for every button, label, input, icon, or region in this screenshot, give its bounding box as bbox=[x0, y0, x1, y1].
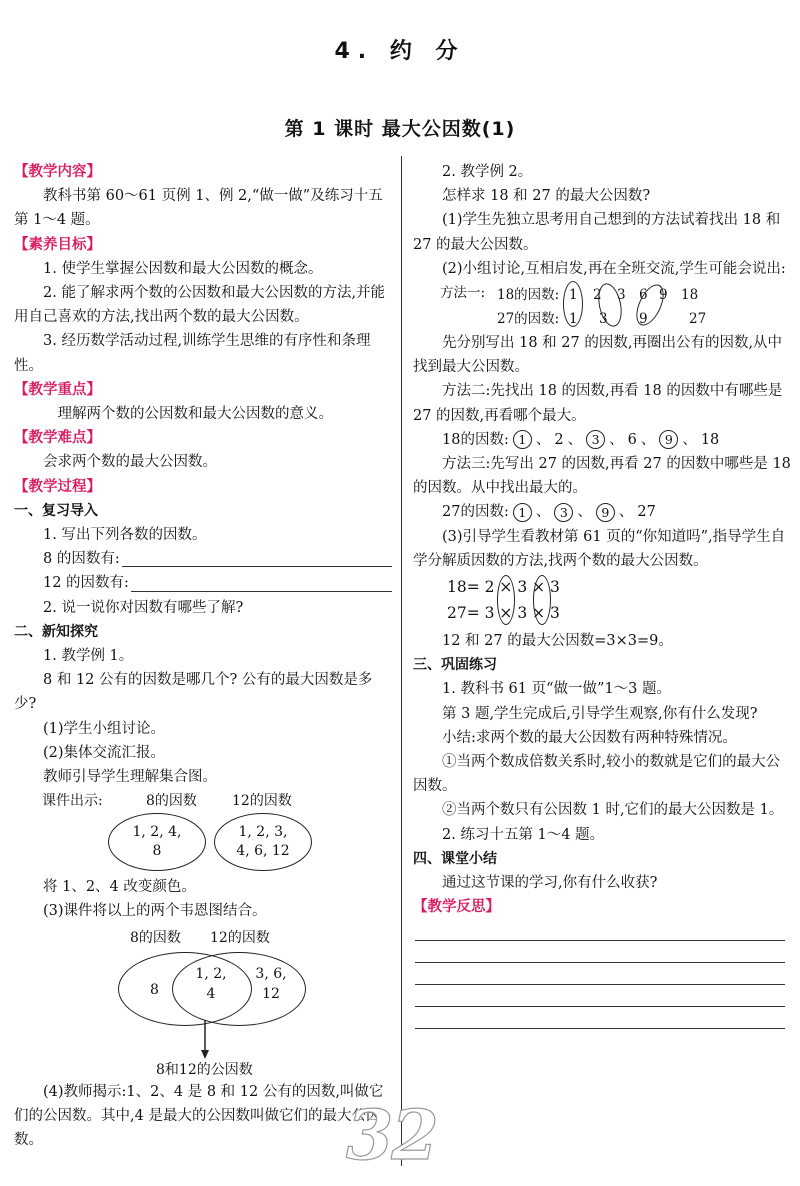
pairing-oval bbox=[533, 575, 551, 625]
prime-factorization bbox=[413, 573, 791, 629]
lesson-title: 第 1 课时 最大公因数(1) bbox=[284, 118, 516, 140]
m1-27-value: 9 bbox=[639, 311, 648, 328]
combined-left-value: 8 bbox=[150, 981, 159, 998]
combined-right-values bbox=[246, 964, 296, 1004]
example-title: 2. 教学例 2。 bbox=[442, 164, 533, 180]
review-question: 1. 写出下列各数的因数。 bbox=[43, 527, 207, 544]
factor: 27 bbox=[637, 504, 656, 521]
right-column bbox=[413, 160, 791, 1029]
venn-b-oval bbox=[214, 813, 312, 871]
reflection-line bbox=[415, 941, 785, 963]
fill-label: 8 的因数有: bbox=[43, 551, 120, 568]
goals-tag: 【素养目标】 bbox=[14, 236, 101, 253]
fill-line-8 bbox=[14, 547, 392, 571]
fill-label: 12 的因数有: bbox=[43, 575, 129, 592]
step-text: (1)学生小组讨论。 bbox=[43, 720, 166, 737]
goal-item: 1. 使学生掌握公因数和最大公因数的概念。 bbox=[43, 260, 323, 277]
reflection-line bbox=[415, 919, 785, 941]
combined-title-b: 12的因数 bbox=[210, 929, 270, 946]
reflection-tag: 【教学反思】 bbox=[413, 899, 500, 916]
chapter-title: 4. 约 分 bbox=[334, 39, 466, 64]
section-heading: 三、巩固练习 bbox=[413, 657, 497, 674]
pairing-oval bbox=[497, 575, 515, 625]
content-tag: 【教学内容】 bbox=[14, 164, 101, 180]
venn-a-line2: 8 bbox=[152, 843, 162, 860]
practice-desc: 第 3 题,学生完成后,引导学生观察,你有什么发现? bbox=[442, 705, 758, 722]
circled-factor: 1 bbox=[513, 503, 532, 522]
factor: 18 bbox=[700, 431, 720, 448]
m1-27-value: 3 bbox=[599, 311, 608, 328]
m1-18-value: 3 bbox=[617, 287, 626, 304]
step-text: (2)小组讨论,互相启发,再在全班交流,学生可能会说出: bbox=[442, 260, 786, 277]
step-text: 将 1、2、4 改变颜色。 bbox=[43, 879, 196, 896]
pf-line-27: 27= 3 × 3 × 3 bbox=[447, 604, 560, 623]
m3-label: 27的因数: bbox=[442, 504, 509, 521]
summary-question: 通过这节课的学习,你有什么收获? bbox=[442, 875, 658, 892]
factor: 6 bbox=[627, 431, 637, 448]
special-case: ②当两个数只有公因数 1 时,它们的最大公因数是 1。 bbox=[442, 802, 784, 819]
pf-line-18: 18= 2 × 3 × 3 bbox=[447, 578, 560, 597]
m1-27-value: 1 bbox=[569, 311, 578, 328]
m2-label: 18的因数: bbox=[442, 431, 509, 448]
step-text: (3)课件将以上的两个韦恩图结合。 bbox=[43, 903, 267, 920]
combined-mid-line1: 1, 2, bbox=[195, 965, 227, 982]
section-heading: 四、课堂小结 bbox=[413, 850, 497, 867]
circled-factor: 3 bbox=[586, 430, 605, 449]
combined-right-line2: 12 bbox=[262, 985, 280, 1002]
circled-factor: 9 bbox=[659, 430, 678, 449]
combined-middle-values bbox=[178, 964, 244, 1004]
m1-18-value: 2 bbox=[593, 287, 602, 304]
method-one-label: 方法一: bbox=[440, 285, 486, 302]
special-case: ①当两个数成倍数关系时,较小的数就是它们的最大公因数。 bbox=[413, 754, 781, 795]
example-question: 怎样求 18 和 27 的最大公因数? bbox=[442, 188, 651, 205]
reflection-line bbox=[415, 1007, 785, 1029]
combined-mid-line2: 4 bbox=[206, 985, 216, 1002]
venn-a-oval bbox=[108, 813, 206, 871]
venn-a-line1: 1, 2, 4, bbox=[132, 824, 182, 841]
summary-text: 小结:求两个数的最大公因数有两种特殊情况。 bbox=[442, 729, 737, 746]
m1-18-value: 18 bbox=[681, 287, 699, 304]
combined-title-a: 8的因数 bbox=[130, 929, 181, 946]
goal-item: 2. 能了解求两个数的公因数和最大公因数的方法,并能用自己喜欢的方法,找出两个数的最大公因数。 bbox=[14, 285, 386, 326]
combined-right-line1: 3, 6, bbox=[255, 965, 287, 982]
reflection-line bbox=[415, 963, 785, 985]
m1-18-value: 9 bbox=[659, 287, 668, 304]
answer-blank bbox=[131, 574, 392, 592]
m1-18-label: 18的因数: bbox=[497, 287, 560, 304]
method-two-factors: 18的因数: 1 、 2 、 3 、 6 、 9 、 18 bbox=[413, 428, 791, 452]
answer-blank bbox=[122, 549, 392, 567]
example-question: 8 和 12 公有的因数是哪几个? 公有的最大因数是多少? bbox=[14, 672, 373, 713]
m1-27-value: 27 bbox=[689, 311, 707, 328]
method-one-diagram bbox=[413, 281, 791, 331]
key-point-text: 理解两个数的公因数和最大公因数的意义。 bbox=[57, 406, 333, 423]
review-question: 2. 说一说你对因数有哪些了解? bbox=[43, 599, 244, 616]
goal-item: 3. 经历数学活动过程,训练学生思维的有序性和条理性。 bbox=[14, 333, 371, 374]
column-divider bbox=[401, 156, 402, 1166]
pairing-oval bbox=[563, 281, 583, 327]
factor: 2 bbox=[554, 431, 564, 448]
venn-a-title: 8的因数 bbox=[146, 793, 197, 810]
step-text: (2)集体交流汇报。 bbox=[43, 744, 166, 761]
example-title: 1. 教学例 1。 bbox=[43, 648, 134, 665]
step-text: (1)学生先独立思考用自己想到的方法试着找出 18 和 27 的最大公因数。 bbox=[413, 212, 781, 253]
step-text: (3)引导学生看教材第 61 页的“你知道吗”,指导学生自学分解质因数的方法,找两个数的最大公因数。 bbox=[413, 528, 786, 569]
venn-b-line2: 4, 6, 12 bbox=[236, 843, 290, 860]
circled-factor: 3 bbox=[554, 503, 573, 522]
combined-caption: 8和12的公因数 bbox=[156, 1061, 253, 1078]
courseware-label: 课件出示: bbox=[42, 793, 103, 810]
combined-venn-diagram bbox=[14, 924, 392, 1080]
left-column bbox=[14, 160, 392, 1152]
key-point-tag: 【教学重点】 bbox=[14, 381, 101, 398]
arrow-down-icon bbox=[200, 1020, 210, 1060]
difficult-point-tag: 【教学难点】 bbox=[14, 430, 101, 447]
venn-b-line1: 1, 2, 3, bbox=[238, 824, 288, 841]
method-three-factors: 27的因数: 1 、 3 、 9 、 27 bbox=[413, 500, 791, 524]
fill-line-12 bbox=[14, 571, 392, 595]
practice-item: 2. 练习十五第 1～4 题。 bbox=[442, 826, 605, 843]
content-text: 教科书第 60～61 页例 1、例 2,“做一做”及练习十五第 1～4 题。 bbox=[14, 188, 383, 229]
pf-result: 12 和 27 的最大公因数=3×3=9。 bbox=[442, 633, 673, 650]
m1-27-label: 27的因数: bbox=[497, 311, 560, 328]
m1-18-value: 6 bbox=[639, 287, 648, 304]
section-heading: 二、新知探究 bbox=[14, 623, 98, 640]
step-text: 教师引导学生理解集合图。 bbox=[43, 769, 217, 786]
page-number: 32 bbox=[346, 1096, 437, 1176]
separate-venn-diagrams bbox=[14, 789, 392, 875]
m1-18-value: 1 bbox=[569, 287, 578, 304]
reflection-line bbox=[415, 985, 785, 1007]
section-heading: 一、复习导入 bbox=[14, 502, 98, 519]
difficult-point-text: 会求两个数的最大公因数。 bbox=[43, 454, 217, 471]
method-description: 方法三:先写出 27 的因数,再看 27 的因数中哪些是 18 的因数。从中找出最大的。 bbox=[413, 456, 791, 497]
circled-factor: 9 bbox=[596, 503, 615, 522]
method-description: 方法二:先找出 18 的因数,再看 18 的因数中有哪些是 27 的因数,再看哪个最大。 bbox=[413, 383, 783, 424]
circled-factor: 1 bbox=[513, 430, 532, 449]
process-tag: 【教学过程】 bbox=[14, 478, 101, 495]
step-text: (4)教师揭示:1、2、4 是 8 和 12 公有的因数,叫做它们的公因数。其中,4 是最大的公因数叫做它们的最大公因数。 bbox=[14, 1083, 384, 1149]
method-description: 先分别写出 18 和 27 的因数,再圈出公有的因数,从中找到最大公因数。 bbox=[413, 335, 783, 376]
practice-item: 1. 教科书 61 页“做一做”1～3 题。 bbox=[442, 681, 671, 698]
venn-b-title: 12的因数 bbox=[232, 793, 292, 810]
